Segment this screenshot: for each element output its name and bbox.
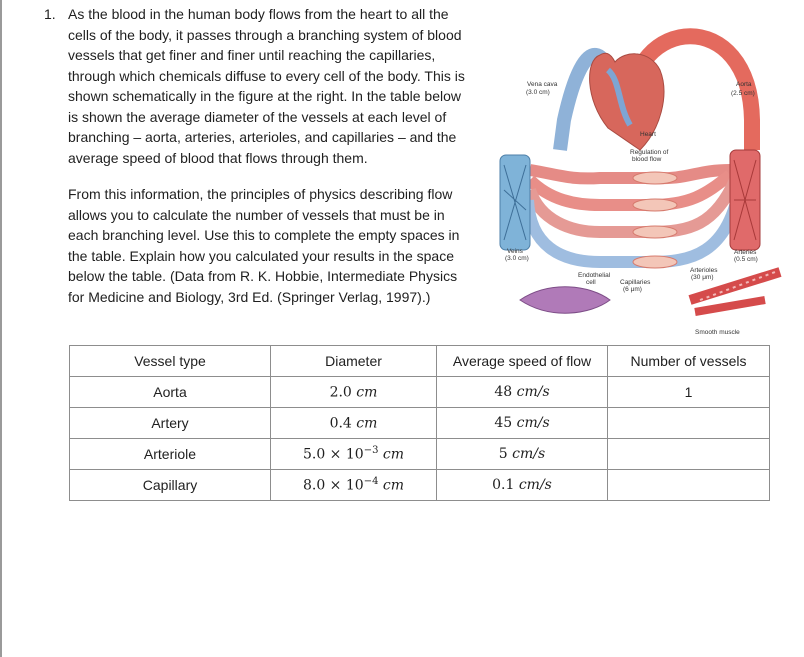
table-row	[70, 408, 770, 439]
label-endothelial-line1: Endothelial	[578, 272, 611, 279]
text-line: average speed of blood that flows through them.	[68, 149, 368, 166]
label-vena-cava-size: (3.0 cm)	[526, 89, 550, 96]
text-line: shown schematically in the figure at the right. In the table below	[68, 88, 461, 104]
table-header-row	[70, 346, 770, 377]
label-arteries: Arteries	[734, 249, 757, 256]
label-arteries-size: (0.5 cm)	[734, 256, 758, 263]
label-heart: Heart	[640, 131, 656, 138]
text-line: through which chemicals diffuse to every cell of the body. This is	[68, 67, 465, 84]
vessel-type-cell: Artery	[70, 408, 271, 439]
text-line: the table. Explain how you calculated your results in the space	[68, 247, 455, 264]
label-aorta-size: (2.5 cm)	[731, 90, 755, 97]
loop-1	[530, 170, 730, 178]
vessel-data-table	[69, 345, 770, 501]
speed-cell: 0.1 cm/s	[437, 470, 608, 501]
header-vessel-type: Vessel type	[70, 346, 271, 377]
vessel-type-cell: Aorta	[70, 377, 271, 408]
speed-cell: 45 cm/s	[437, 408, 608, 439]
capillary-beds	[633, 172, 677, 268]
question-number: 1.	[44, 6, 56, 22]
label-capillaries: Capillaries	[620, 279, 651, 286]
label-smooth-muscle: Smooth muscle	[695, 329, 740, 336]
question-paragraph-1	[68, 4, 480, 168]
label-veins: Veins	[507, 248, 523, 255]
diameter-cell: 0.4 cm	[271, 408, 437, 439]
header-diameter: Diameter	[271, 346, 437, 377]
label-capillaries-size: (6 μm)	[623, 286, 642, 293]
table-row	[70, 439, 770, 470]
label-veins-size: (3.0 cm)	[505, 255, 529, 262]
diameter-cell: 2.0 cm	[271, 377, 437, 408]
header-average-speed: Average speed of flow	[437, 346, 608, 377]
number-of-vessels-cell[interactable]	[608, 470, 770, 501]
vessel-type-cell: Arteriole	[70, 439, 271, 470]
text-line: for Medicine and Biology, 3rd Ed. (Springer Verlag, 1997).)	[68, 288, 431, 305]
diameter-cell: $8.0 \times 10^{-4}$ cm	[271, 470, 437, 501]
page-left-border	[0, 0, 2, 657]
endothelial-cell	[520, 287, 610, 313]
text-line: below the table. (Data from R. K. Hobbie, Intermediate Physics	[68, 268, 458, 284]
speed-cell: 5 cm/s	[437, 439, 608, 470]
question-paragraph-2	[68, 184, 480, 307]
number-of-vessels-cell[interactable]	[608, 439, 770, 470]
table-row	[70, 377, 770, 408]
number-of-vessels-cell[interactable]: 1	[608, 377, 770, 408]
label-regulation-line2: blood flow	[632, 156, 662, 163]
text-line: each branching level. Use this to complete the empty spaces in	[68, 227, 460, 243]
label-endothelial-line2: cell	[586, 279, 596, 286]
label-arterioles: Arterioles	[690, 267, 718, 274]
diameter-cell: $5.0 \times 10^{-3}$ cm	[271, 439, 437, 470]
text-line: As the blood in the human body flows from the heart to all the	[68, 6, 449, 22]
text-line: From this information, the principles of physics describing flow	[68, 186, 453, 202]
circulatory-system-figure	[490, 0, 790, 340]
text-line: is shown the average diameter of the vessels at each level of	[68, 108, 447, 125]
table-row	[70, 470, 770, 501]
label-regulation-line1: Regulation of	[630, 149, 669, 156]
number-of-vessels-cell[interactable]	[608, 408, 770, 439]
text-line: allows you to calculate the number of vessels that must be in	[68, 206, 445, 223]
text-line: vessels that get finer and finer until reaching the capillaries,	[68, 47, 436, 63]
text-line: cells of the body, it passes through a branching system of blood	[68, 26, 462, 43]
label-aorta: Aorta	[736, 81, 752, 88]
header-number-of-vessels: Number of vessels	[608, 346, 770, 377]
speed-cell: 48 cm/s	[437, 377, 608, 408]
label-vena-cava: Vena cava	[527, 81, 558, 88]
text-line: branching – aorta, arteries, arterioles, and capillaries – and the	[68, 129, 457, 145]
vessel-type-cell: Capillary	[70, 470, 271, 501]
label-arterioles-size: (30 μm)	[691, 274, 714, 281]
